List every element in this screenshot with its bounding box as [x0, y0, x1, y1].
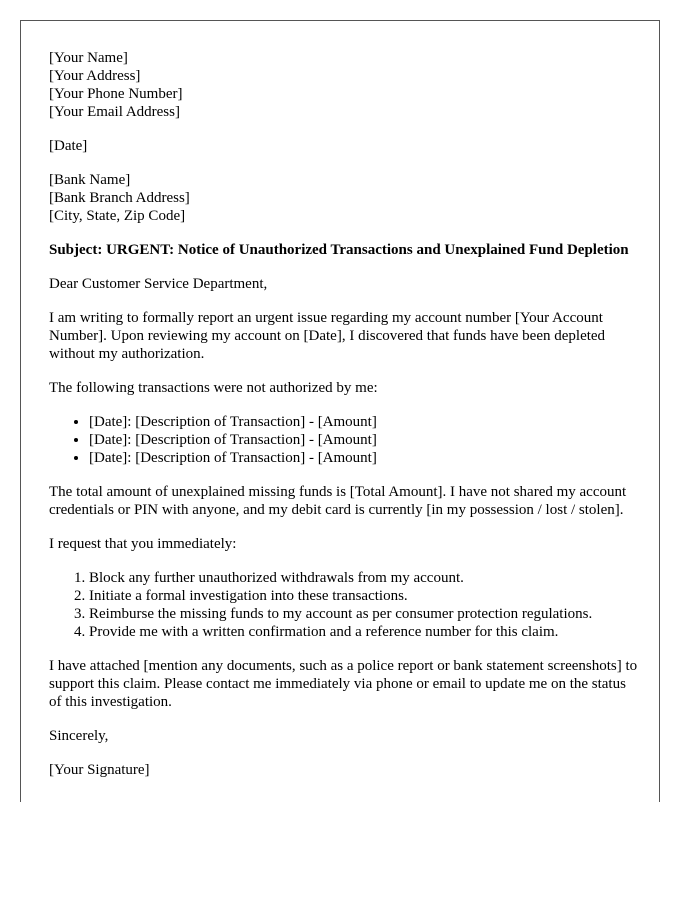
list-item: • [Date]: [Description of Transaction] - [Amount]: [89, 413, 639, 431]
transactions-list: [49, 413, 639, 467]
requests-list: [49, 569, 639, 641]
letter-page: [20, 20, 660, 802]
transactions-intro: The following transactions were not authorized by me:: [49, 380, 378, 396]
list-item: • [Date]: [Description of Transaction] - [Amount]: [89, 449, 639, 467]
recipient-bank-name: [Bank Name]: [49, 172, 131, 188]
recipient-city-state-zip: [City, State, Zip Code]: [49, 208, 186, 224]
attachments-paragraph: I have attached [mention any documents, such as a police report or bank statement screenshots] to support this claim. Please contact me immediately via phone or email to update me on the status of this investigation.: [49, 658, 638, 710]
request-intro: I request that you immediately:: [49, 536, 237, 552]
sender-name: [Your Name]: [49, 50, 128, 66]
recipient-block: [49, 171, 639, 225]
total-paragraph: The total amount of unexplained missing funds is [Total Amount]. I have not shared my account credentials or PIN with anyone, and my debit card is currently [in my possession / lost / stolen].: [49, 484, 627, 518]
closing: Sincerely,: [49, 728, 109, 744]
list-item: 1. Block any further unauthorized withdrawals from my account.: [89, 569, 639, 587]
sender-phone: [Your Phone Number]: [49, 86, 183, 102]
letter-content: [49, 49, 639, 795]
salutation: Dear Customer Service Department,: [49, 276, 268, 292]
list-item: 2. Initiate a formal investigation into these transactions.: [89, 587, 639, 605]
letter-date: [Date]: [49, 138, 88, 154]
list-item: 4. Provide me with a written confirmation and a reference number for this claim.: [89, 623, 639, 641]
intro-paragraph: I am writing to formally report an urgent issue regarding my account number [Your Account Number]. Upon reviewing my account on [Date], I discovered that funds have been depleted without my authorization.: [49, 310, 606, 362]
list-item: 3. Reimburse the missing funds to my account as per consumer protection regulations.: [89, 605, 639, 623]
sender-block: [49, 49, 639, 121]
recipient-branch-address: [Bank Branch Address]: [49, 190, 190, 206]
sender-address: [Your Address]: [49, 68, 141, 84]
letter-subject: Subject: URGENT: Notice of Unauthorized Transactions and Unexplained Fund Depletion: [49, 242, 629, 258]
sender-email: [Your Email Address]: [49, 104, 180, 120]
list-item: • [Date]: [Description of Transaction] - [Amount]: [89, 431, 639, 449]
signature: [Your Signature]: [49, 762, 150, 778]
